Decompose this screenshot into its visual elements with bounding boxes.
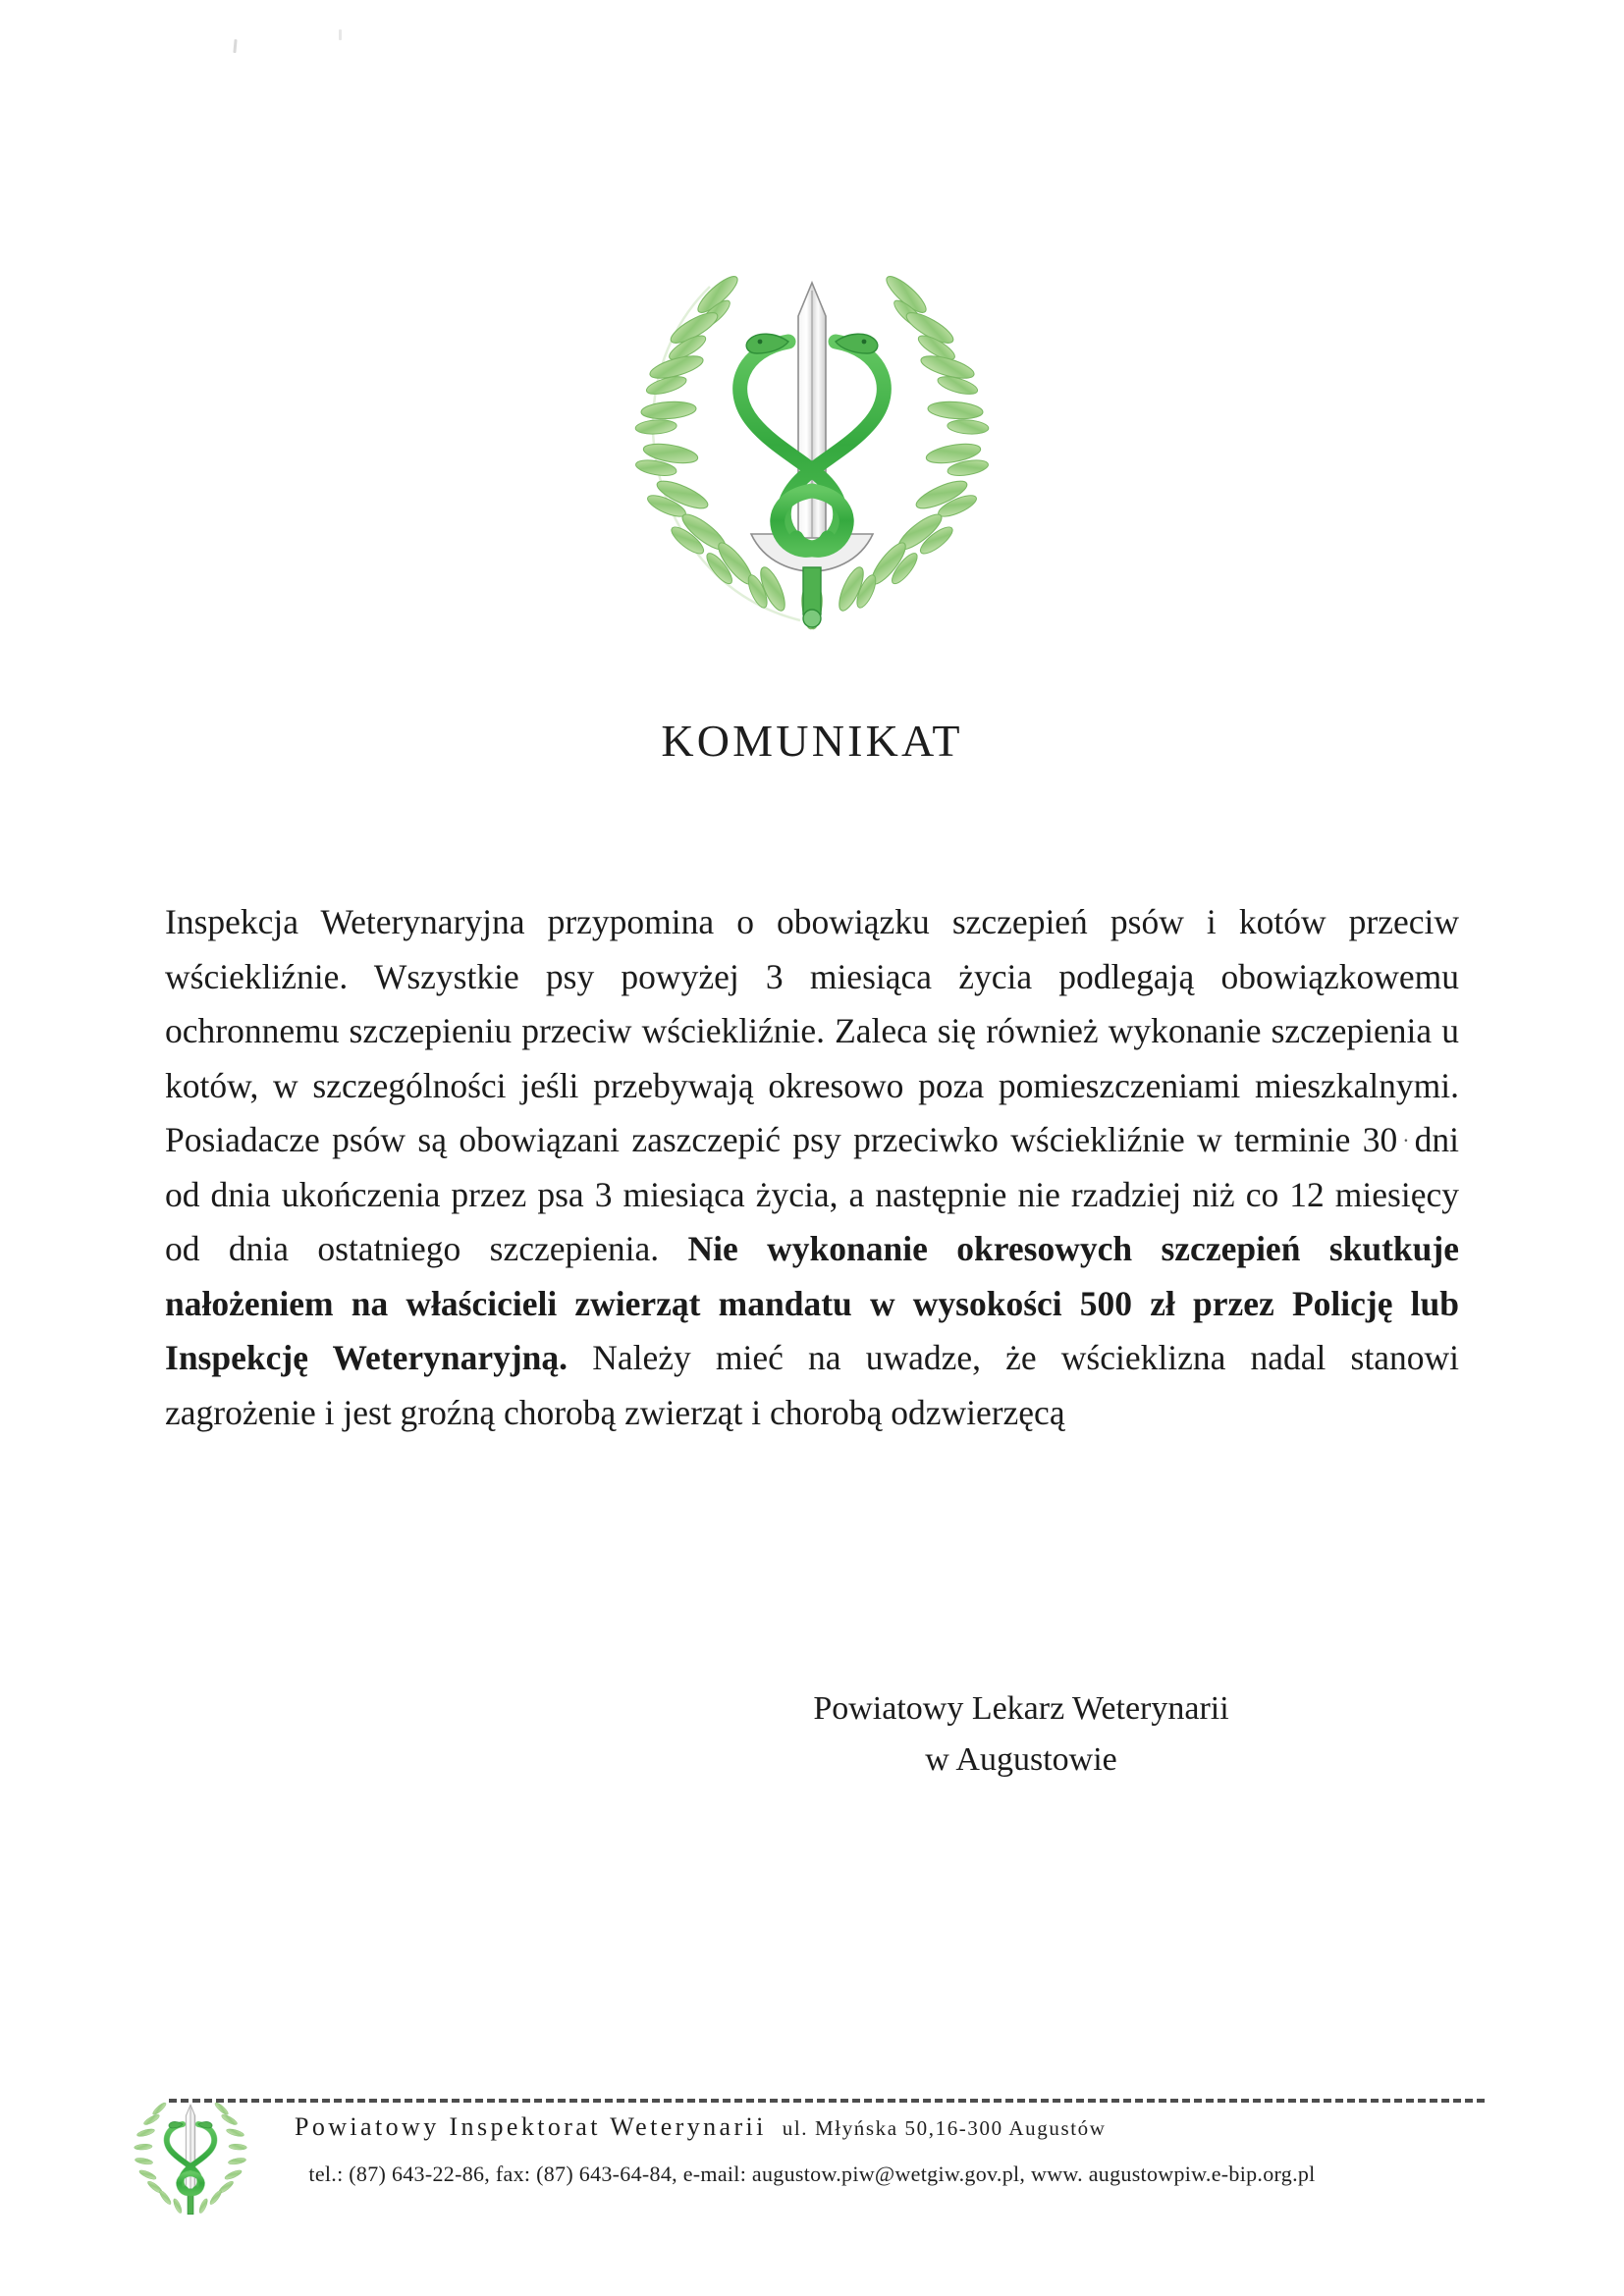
emblem-container	[0, 243, 1624, 641]
page-title: KOMUNIKAT	[661, 716, 963, 766]
scan-artifact-dot: ·	[1402, 1128, 1410, 1152]
polish-veterinary-inspection-emblem-icon	[616, 243, 1008, 636]
body-text-part-1: Inspekcja Weterynaryjna przypomina o obowiązku szczepień psów i kotów przeciw wściekliźnie. Wszystkie psy powyżej 3 miesiąca życia podlegają obowiązkowemu ochronnemu szczepieniu przeciw wściekliźnie. Zaleca się również wykonanie szczepienia u kotów, w szczególności jeśli przebywają okresowo poza pomieszczeniami mieszkalnymi. Posiadacze psów są obowiązani zaszczepić psy przeciwko wściekliźnie w terminie 30	[165, 902, 1459, 1159]
footer-primary-line	[295, 2112, 1492, 2142]
signature-line-1: Powiatowy Lekarz Weterynarii	[813, 1690, 1229, 1727]
scan-artifact-speck	[339, 29, 342, 40]
footer-divider	[169, 2099, 1485, 2103]
body-text-part-2: Należy mieć na uwadze, że wścieklizna nadal stanowi zagrożenie i jest groźną chorobą zwierząt i chorobą odzwierzęcą	[165, 1338, 1459, 1432]
announcement-body	[165, 895, 1459, 1440]
footer-address: ul. Młyńska 50,16-300 Augustów	[782, 2116, 1107, 2140]
signature-block	[677, 1683, 1365, 1786]
announcement-paragraph	[165, 895, 1459, 1440]
footer-organization: Powiatowy Inspektorat Weterynarii	[295, 2112, 767, 2141]
body-text-part-1b: dni od dnia ukończenia przez psa 3 miesiąca życia, a następnie nie rzadziej niż co 12 miesięcy od dnia ostatniego szczepienia.	[165, 1120, 1459, 1268]
scan-artifact-speck	[233, 39, 237, 53]
signature-line-2: w Augustowie	[925, 1741, 1117, 1778]
page-footer	[0, 2063, 1624, 2240]
polish-veterinary-inspection-emblem-small-icon	[126, 2083, 255, 2230]
footer-contact: tel.: (87) 643-22-86, fax: (87) 643-64-84, e-mail: augustow.piw@wetgiw.gov.pl, www. augustowpiw.e-bip.org.pl	[308, 2162, 1316, 2186]
body-text-bold: Nie wykonanie okresowych szczepień skutkuje nałożeniem na właścicieli zwierząt mandatu w wysokości 500 zł przez Policję lub Inspekcję Weterynaryjną.	[165, 1229, 1460, 1377]
